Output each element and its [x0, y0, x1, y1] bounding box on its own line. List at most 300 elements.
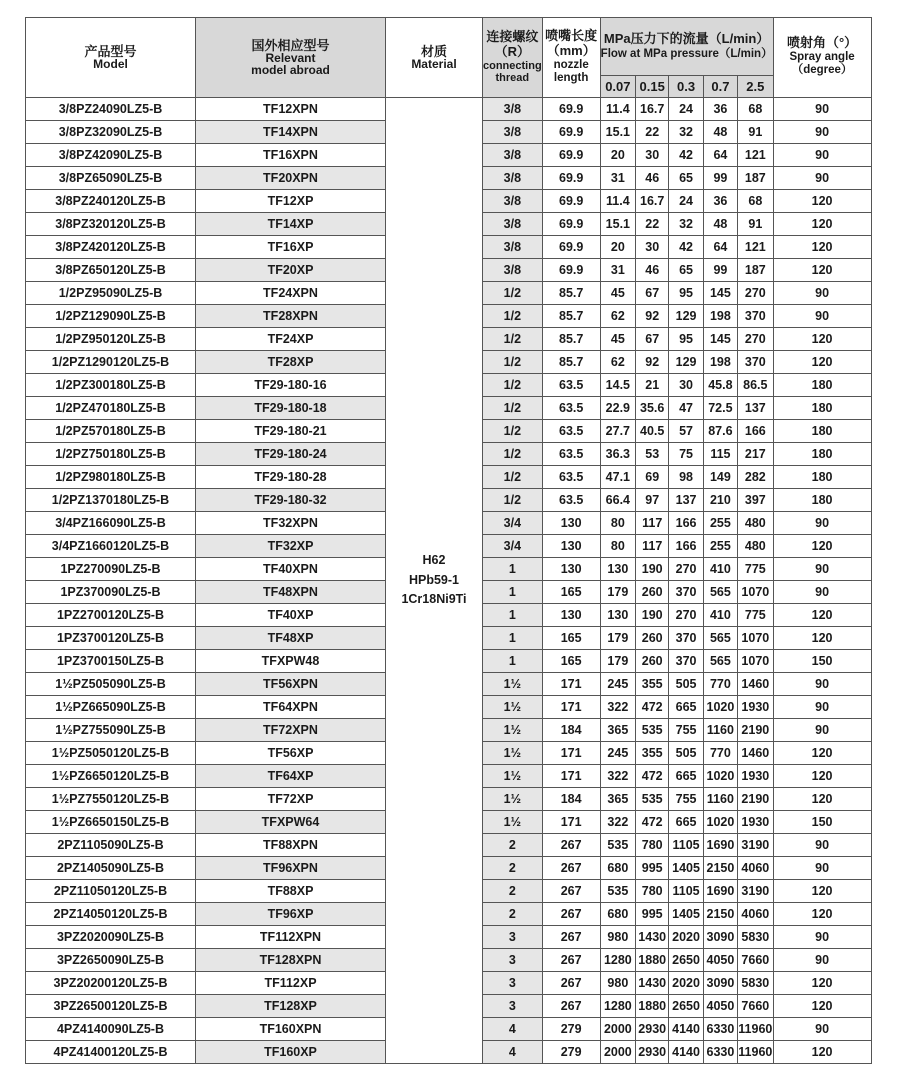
cell-abroad-model: TF88XPN — [196, 834, 386, 857]
cell-abroad-model: TF96XP — [196, 903, 386, 926]
cell-length: 130 — [542, 558, 600, 581]
cell-spray-angle: 120 — [773, 190, 871, 213]
cell-thread: 3/8 — [483, 167, 543, 190]
cell-flow: 2650 — [669, 949, 703, 972]
cell-flow: 1070 — [738, 627, 773, 650]
cell-flow: 1020 — [703, 696, 737, 719]
cell-model: 4PZ4140090LZ5-B — [26, 1018, 196, 1041]
cell-flow: 80 — [600, 512, 635, 535]
angle-header-en1: Spray angle — [789, 50, 855, 63]
cell-spray-angle: 180 — [773, 374, 871, 397]
cell-flow: 166 — [669, 535, 703, 558]
cell-abroad-model: TF16XPN — [196, 144, 386, 167]
cell-model: 1/2PZ1290120LZ5-B — [26, 351, 196, 374]
cell-flow: 4060 — [738, 903, 773, 926]
cell-spray-angle: 180 — [773, 443, 871, 466]
cell-flow: 20 — [600, 144, 635, 167]
cell-model: 2PZ14050120LZ5-B — [26, 903, 196, 926]
cell-flow: 480 — [738, 535, 773, 558]
cell-flow: 67 — [636, 328, 669, 351]
cell-flow: 565 — [703, 627, 737, 650]
cell-flow: 130 — [600, 604, 635, 627]
cell-flow: 99 — [703, 167, 737, 190]
cell-flow: 260 — [636, 650, 669, 673]
cell-flow: 92 — [636, 305, 669, 328]
cell-thread: 1½ — [483, 742, 543, 765]
cell-length: 63.5 — [542, 466, 600, 489]
cell-flow: 91 — [738, 213, 773, 236]
cell-thread: 2 — [483, 903, 543, 926]
cell-flow: 410 — [703, 604, 737, 627]
col-header-flow — [600, 18, 773, 76]
cell-flow: 1105 — [669, 834, 703, 857]
cell-flow: 95 — [669, 282, 703, 305]
cell-flow: 770 — [703, 742, 737, 765]
cell-flow: 36.3 — [600, 443, 635, 466]
cell-abroad-model: TF29-180-32 — [196, 489, 386, 512]
cell-flow: 11960 — [738, 1041, 773, 1064]
cell-thread: 3/4 — [483, 512, 543, 535]
flow-header-zh: MPa压力下的流量（L/min） — [603, 31, 770, 47]
col-header-thread — [483, 18, 543, 98]
cell-spray-angle: 120 — [773, 604, 871, 627]
cell-length: 279 — [542, 1018, 600, 1041]
cell-flow: 86.5 — [738, 374, 773, 397]
cell-flow: 65 — [669, 167, 703, 190]
cell-flow: 137 — [669, 489, 703, 512]
cell-model: 1/2PZ300180LZ5-B — [26, 374, 196, 397]
cell-thread: 1/2 — [483, 351, 543, 374]
cell-thread: 1½ — [483, 673, 543, 696]
cell-flow: 217 — [738, 443, 773, 466]
cell-thread: 3/8 — [483, 259, 543, 282]
cell-flow: 755 — [669, 788, 703, 811]
abroad-header-zh: 国外相应型号 — [251, 38, 330, 53]
cell-flow: 5830 — [738, 926, 773, 949]
cell-flow: 64 — [703, 144, 737, 167]
cell-thread: 1 — [483, 558, 543, 581]
cell-flow: 755 — [669, 719, 703, 742]
cell-thread: 1/2 — [483, 443, 543, 466]
cell-spray-angle: 120 — [773, 1041, 871, 1064]
cell-spray-angle: 90 — [773, 696, 871, 719]
cell-length: 184 — [542, 788, 600, 811]
cell-model: 1½PZ7550120LZ5-B — [26, 788, 196, 811]
cell-length: 279 — [542, 1041, 600, 1064]
cell-flow: 472 — [636, 765, 669, 788]
cell-flow: 62 — [600, 305, 635, 328]
cell-model: 3/4PZ166090LZ5-B — [26, 512, 196, 535]
material-line: H62 — [422, 553, 446, 568]
cell-abroad-model: TF29-180-21 — [196, 420, 386, 443]
cell-model: 3/8PZ240120LZ5-B — [26, 190, 196, 213]
cell-spray-angle: 120 — [773, 213, 871, 236]
cell-spray-angle: 90 — [773, 167, 871, 190]
cell-flow: 31 — [600, 167, 635, 190]
cell-flow: 270 — [738, 282, 773, 305]
cell-flow: 2000 — [600, 1041, 635, 1064]
cell-flow: 355 — [636, 742, 669, 765]
cell-flow: 35.6 — [636, 397, 669, 420]
cell-flow: 57 — [669, 420, 703, 443]
cell-flow: 780 — [636, 834, 669, 857]
cell-thread: 1½ — [483, 765, 543, 788]
cell-model: 1PZ370090LZ5-B — [26, 581, 196, 604]
cell-flow: 1280 — [600, 949, 635, 972]
thread-header-r: （R） — [494, 43, 531, 59]
cell-abroad-model: TF128XP — [196, 995, 386, 1018]
cell-flow: 270 — [738, 328, 773, 351]
header-row-1 — [26, 18, 872, 76]
cell-flow: 2930 — [636, 1018, 669, 1041]
cell-thread: 1 — [483, 627, 543, 650]
cell-thread: 4 — [483, 1041, 543, 1064]
cell-spray-angle: 120 — [773, 972, 871, 995]
cell-length: 85.7 — [542, 328, 600, 351]
cell-flow: 4050 — [703, 949, 737, 972]
cell-flow: 535 — [636, 719, 669, 742]
thread-header-en1: connecting — [483, 59, 542, 72]
cell-flow: 65 — [669, 259, 703, 282]
cell-flow: 680 — [600, 903, 635, 926]
material-header-zh: 材质 — [420, 44, 447, 59]
cell-length: 171 — [542, 673, 600, 696]
cell-flow: 2190 — [738, 788, 773, 811]
cell-flow: 980 — [600, 926, 635, 949]
cell-flow: 322 — [600, 811, 635, 834]
cell-spray-angle: 90 — [773, 282, 871, 305]
cell-flow: 1880 — [636, 995, 669, 1018]
cell-model: 3/8PZ65090LZ5-B — [26, 167, 196, 190]
cell-flow: 370 — [738, 351, 773, 374]
cell-length: 69.9 — [542, 259, 600, 282]
cell-abroad-model: TF72XP — [196, 788, 386, 811]
cell-thread: 3 — [483, 949, 543, 972]
cell-flow: 32 — [669, 121, 703, 144]
cell-flow: 397 — [738, 489, 773, 512]
cell-spray-angle: 150 — [773, 650, 871, 673]
cell-length: 165 — [542, 650, 600, 673]
cell-spray-angle: 90 — [773, 98, 871, 121]
cell-flow: 45 — [600, 282, 635, 305]
cell-model: 1/2PZ950120LZ5-B — [26, 328, 196, 351]
cell-model: 3PZ2650090LZ5-B — [26, 949, 196, 972]
cell-flow: 20 — [600, 236, 635, 259]
length-header-en1: nozzle — [553, 59, 589, 72]
cell-length: 63.5 — [542, 420, 600, 443]
cell-flow: 1020 — [703, 765, 737, 788]
cell-flow: 48 — [703, 121, 737, 144]
cell-flow: 68 — [738, 190, 773, 213]
cell-flow: 47.1 — [600, 466, 635, 489]
cell-flow: 255 — [703, 535, 737, 558]
cell-flow: 3190 — [738, 834, 773, 857]
cell-thread: 1 — [483, 604, 543, 627]
cell-model: 2PZ1105090LZ5-B — [26, 834, 196, 857]
cell-flow: 68 — [738, 98, 773, 121]
cell-thread: 3/8 — [483, 236, 543, 259]
cell-flow: 1070 — [738, 581, 773, 604]
cell-flow: 1930 — [738, 811, 773, 834]
cell-flow: 4140 — [669, 1018, 703, 1041]
cell-model: 1½PZ5050120LZ5-B — [26, 742, 196, 765]
cell-thread: 3/8 — [483, 144, 543, 167]
cell-flow: 2150 — [703, 857, 737, 880]
cell-flow: 42 — [669, 144, 703, 167]
cell-length: 267 — [542, 995, 600, 1018]
cell-abroad-model: TF128XPN — [196, 949, 386, 972]
angle-header-en2: （degree） — [791, 64, 853, 77]
cell-abroad-model: TF32XPN — [196, 512, 386, 535]
cell-model: 3PZ20200120LZ5-B — [26, 972, 196, 995]
cell-model: 3/4PZ1660120LZ5-B — [26, 535, 196, 558]
cell-flow: 16.7 — [636, 98, 669, 121]
cell-flow: 995 — [636, 857, 669, 880]
cell-flow: 995 — [636, 903, 669, 926]
cell-abroad-model: TF12XP — [196, 190, 386, 213]
cell-length: 130 — [542, 604, 600, 627]
cell-spray-angle: 120 — [773, 627, 871, 650]
cell-flow: 780 — [636, 880, 669, 903]
cell-abroad-model: TF96XPN — [196, 857, 386, 880]
cell-thread: 1/2 — [483, 305, 543, 328]
cell-spray-angle: 90 — [773, 144, 871, 167]
cell-flow: 322 — [600, 696, 635, 719]
cell-flow: 24 — [669, 190, 703, 213]
model-header-zh: 产品型号 — [84, 44, 137, 59]
cell-flow: 472 — [636, 696, 669, 719]
cell-flow: 190 — [636, 604, 669, 627]
cell-length: 267 — [542, 903, 600, 926]
cell-abroad-model: TF40XP — [196, 604, 386, 627]
cell-thread: 3/8 — [483, 121, 543, 144]
cell-flow: 505 — [669, 673, 703, 696]
cell-spray-angle: 120 — [773, 995, 871, 1018]
cell-model: 1PZ2700120LZ5-B — [26, 604, 196, 627]
cell-flow: 565 — [703, 581, 737, 604]
table-row — [26, 98, 872, 121]
cell-spray-angle: 120 — [773, 351, 871, 374]
cell-length: 130 — [542, 512, 600, 535]
cell-model: 4PZ41400120LZ5-B — [26, 1041, 196, 1064]
cell-thread: 2 — [483, 880, 543, 903]
cell-flow: 121 — [738, 236, 773, 259]
cell-thread: 1/2 — [483, 489, 543, 512]
cell-length: 267 — [542, 880, 600, 903]
cell-flow: 2020 — [669, 972, 703, 995]
cell-flow: 27.7 — [600, 420, 635, 443]
cell-length: 63.5 — [542, 443, 600, 466]
cell-thread: 1½ — [483, 788, 543, 811]
cell-model: 3/8PZ320120LZ5-B — [26, 213, 196, 236]
cell-thread: 1/2 — [483, 397, 543, 420]
col-header-abroad — [196, 18, 386, 98]
cell-thread: 1/2 — [483, 466, 543, 489]
cell-flow: 36 — [703, 98, 737, 121]
cell-model: 3/8PZ650120LZ5-B — [26, 259, 196, 282]
cell-abroad-model: TF64XP — [196, 765, 386, 788]
cell-flow: 7660 — [738, 995, 773, 1018]
cell-flow: 166 — [669, 512, 703, 535]
cell-flow: 45.8 — [703, 374, 737, 397]
cell-model: 1PZ3700150LZ5-B — [26, 650, 196, 673]
cell-abroad-model: TF29-180-16 — [196, 374, 386, 397]
pressure-header: 0.3 — [669, 76, 703, 98]
cell-flow: 187 — [738, 167, 773, 190]
cell-flow: 535 — [636, 788, 669, 811]
cell-flow: 22 — [636, 213, 669, 236]
cell-flow: 36 — [703, 190, 737, 213]
cell-thread: 3 — [483, 926, 543, 949]
cell-flow: 210 — [703, 489, 737, 512]
cell-flow: 2190 — [738, 719, 773, 742]
cell-flow: 535 — [600, 880, 635, 903]
cell-flow: 48 — [703, 213, 737, 236]
cell-spray-angle: 90 — [773, 121, 871, 144]
cell-model: 1½PZ665090LZ5-B — [26, 696, 196, 719]
cell-length: 85.7 — [542, 305, 600, 328]
cell-flow: 72.5 — [703, 397, 737, 420]
cell-abroad-model: TF112XPN — [196, 926, 386, 949]
cell-flow: 117 — [636, 535, 669, 558]
cell-spray-angle: 90 — [773, 305, 871, 328]
cell-length: 184 — [542, 719, 600, 742]
cell-flow: 1105 — [669, 880, 703, 903]
cell-flow: 2150 — [703, 903, 737, 926]
cell-spray-angle: 90 — [773, 1018, 871, 1041]
cell-flow: 16.7 — [636, 190, 669, 213]
cell-flow: 665 — [669, 696, 703, 719]
cell-flow: 370 — [738, 305, 773, 328]
cell-abroad-model: TF48XPN — [196, 581, 386, 604]
abroad-header-en1: Relevant — [265, 51, 316, 65]
cell-thread: 1/2 — [483, 328, 543, 351]
cell-flow: 365 — [600, 719, 635, 742]
cell-thread: 3/8 — [483, 190, 543, 213]
cell-flow: 15.1 — [600, 213, 635, 236]
cell-flow: 97 — [636, 489, 669, 512]
cell-thread: 2 — [483, 857, 543, 880]
cell-abroad-model: TF29-180-28 — [196, 466, 386, 489]
cell-flow: 129 — [669, 351, 703, 374]
cell-flow: 1930 — [738, 765, 773, 788]
cell-abroad-model: TF14XP — [196, 213, 386, 236]
cell-flow: 355 — [636, 673, 669, 696]
cell-flow: 45 — [600, 328, 635, 351]
cell-model: 1/2PZ750180LZ5-B — [26, 443, 196, 466]
cell-flow: 370 — [669, 650, 703, 673]
cell-flow: 75 — [669, 443, 703, 466]
cell-length: 165 — [542, 627, 600, 650]
cell-flow: 22 — [636, 121, 669, 144]
cell-flow: 11.4 — [600, 98, 635, 121]
cell-abroad-model: TF160XPN — [196, 1018, 386, 1041]
cell-model: 2PZ1405090LZ5-B — [26, 857, 196, 880]
col-header-angle — [773, 18, 871, 98]
cell-model: 1½PZ755090LZ5-B — [26, 719, 196, 742]
cell-flow: 1690 — [703, 880, 737, 903]
cell-flow: 42 — [669, 236, 703, 259]
cell-length: 63.5 — [542, 374, 600, 397]
cell-flow: 1160 — [703, 719, 737, 742]
cell-model: 1/2PZ980180LZ5-B — [26, 466, 196, 489]
cell-abroad-model: TF29-180-18 — [196, 397, 386, 420]
cell-spray-angle: 120 — [773, 765, 871, 788]
cell-flow: 4140 — [669, 1041, 703, 1064]
cell-length: 63.5 — [542, 397, 600, 420]
cell-flow: 69 — [636, 466, 669, 489]
cell-flow: 1405 — [669, 857, 703, 880]
cell-flow: 32 — [669, 213, 703, 236]
cell-spray-angle: 120 — [773, 903, 871, 926]
cell-flow: 91 — [738, 121, 773, 144]
cell-flow: 11.4 — [600, 190, 635, 213]
cell-flow: 64 — [703, 236, 737, 259]
cell-flow: 665 — [669, 811, 703, 834]
cell-length: 69.9 — [542, 98, 600, 121]
cell-model: 3/8PZ420120LZ5-B — [26, 236, 196, 259]
cell-flow: 775 — [738, 604, 773, 627]
cell-flow: 53 — [636, 443, 669, 466]
cell-thread: 1/2 — [483, 420, 543, 443]
length-header-en2: length — [553, 72, 589, 85]
cell-thread: 1 — [483, 650, 543, 673]
cell-flow: 535 — [600, 834, 635, 857]
cell-flow: 1405 — [669, 903, 703, 926]
cell-spray-angle: 90 — [773, 857, 871, 880]
cell-flow: 121 — [738, 144, 773, 167]
cell-model: 3PZ26500120LZ5-B — [26, 995, 196, 1018]
cell-spray-angle: 120 — [773, 236, 871, 259]
cell-flow: 3090 — [703, 972, 737, 995]
cell-length: 63.5 — [542, 489, 600, 512]
cell-length: 69.9 — [542, 213, 600, 236]
cell-abroad-model: TF14XPN — [196, 121, 386, 144]
cell-flow: 24 — [669, 98, 703, 121]
cell-flow: 46 — [636, 259, 669, 282]
cell-flow: 80 — [600, 535, 635, 558]
cell-spray-angle: 180 — [773, 489, 871, 512]
cell-spray-angle: 90 — [773, 581, 871, 604]
cell-spray-angle: 180 — [773, 397, 871, 420]
cell-spray-angle: 120 — [773, 328, 871, 351]
cell-length: 85.7 — [542, 282, 600, 305]
cell-abroad-model: TF12XPN — [196, 98, 386, 121]
cell-abroad-model: TF16XP — [196, 236, 386, 259]
material-header-en: Material — [411, 57, 457, 71]
cell-flow: 187 — [738, 259, 773, 282]
cell-flow: 980 — [600, 972, 635, 995]
cell-model: 1PZ270090LZ5-B — [26, 558, 196, 581]
material-line: HPb59-1 — [408, 572, 460, 587]
cell-flow: 1460 — [738, 673, 773, 696]
cell-flow: 370 — [669, 627, 703, 650]
col-header-model — [26, 18, 196, 98]
cell-flow: 365 — [600, 788, 635, 811]
cell-flow: 2930 — [636, 1041, 669, 1064]
cell-flow: 98 — [669, 466, 703, 489]
cell-abroad-model: TF24XPN — [196, 282, 386, 305]
cell-flow: 245 — [600, 742, 635, 765]
cell-length: 171 — [542, 742, 600, 765]
cell-abroad-model: TF48XP — [196, 627, 386, 650]
cell-flow: 30 — [636, 236, 669, 259]
cell-spray-angle: 120 — [773, 742, 871, 765]
cell-flow: 4060 — [738, 857, 773, 880]
cell-spray-angle: 150 — [773, 811, 871, 834]
cell-spray-angle: 90 — [773, 719, 871, 742]
cell-thread: 1½ — [483, 719, 543, 742]
